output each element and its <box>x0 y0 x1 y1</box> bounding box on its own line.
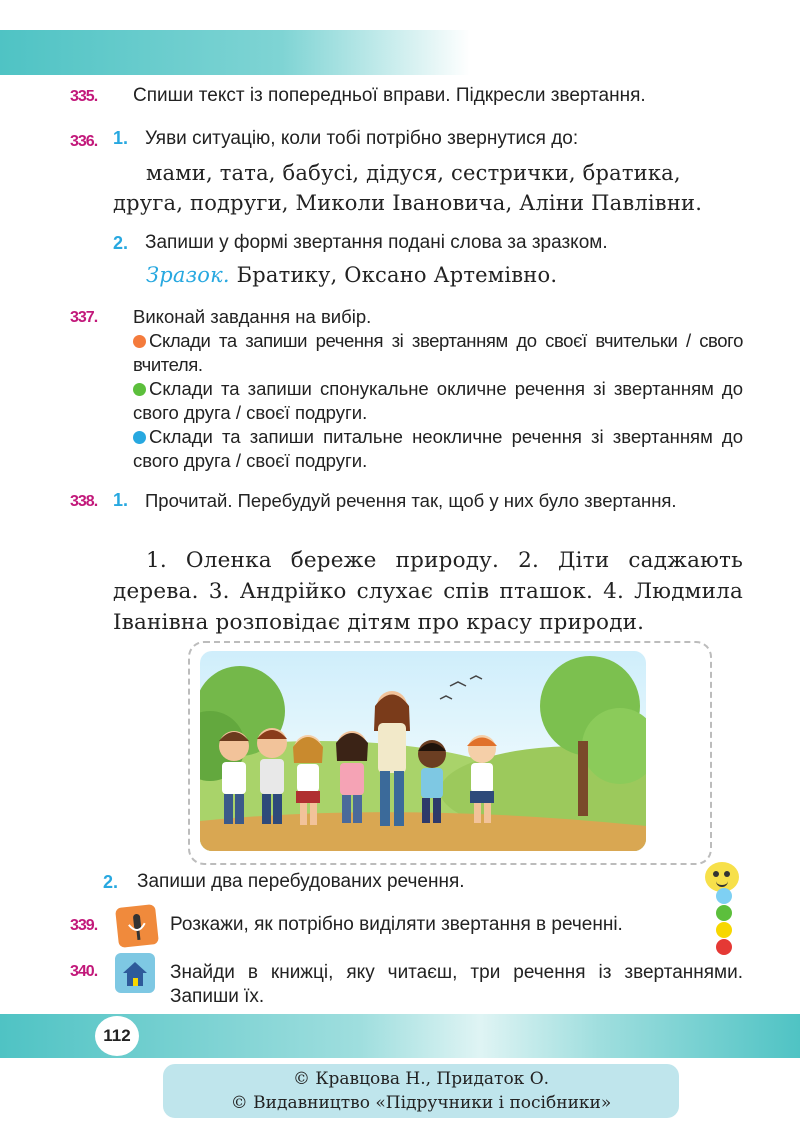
light-blue-dot <box>716 888 732 904</box>
illustration-frame <box>188 641 712 865</box>
exercise-335-text: Спиши текст із попередньої вправи. Підкресли звертання. <box>133 85 646 106</box>
copyright-box <box>163 1064 679 1118</box>
yellow-dot <box>716 922 732 938</box>
green-dot-icon <box>133 383 146 396</box>
subtask-number: 1. <box>113 128 129 148</box>
park-scene-image <box>200 651 646 851</box>
sample-label: Зразок. <box>146 263 230 287</box>
exercise-337-intro: Виконай завдання на вибір. <box>133 306 372 327</box>
subtask-number: 1. <box>113 490 129 510</box>
children-with-teacher-illustration <box>200 651 646 851</box>
sample-line <box>146 260 746 291</box>
orange-dot-icon <box>133 335 146 348</box>
exercise-number-337: 337. <box>70 309 98 326</box>
exercise-340-text: Знайди в книжці, яку читаєш, три речення із звертаннями. Запиши їх. <box>170 962 743 1007</box>
option-green <box>133 377 743 425</box>
exercise-number-339: 339. <box>70 917 98 934</box>
exercise-338-passage: 1. Оленка береже природу. 2. Діти саджають дерева. 3. Андрійко слухає спів пташок. 4. Людмила Іванівна розповідає дітям про красу природи. <box>113 548 743 635</box>
copyright-authors: © Кравцова Н., Придаток О. <box>292 1069 550 1089</box>
blue-dot-icon <box>133 431 146 444</box>
exercise-338-task1: Прочитай. Перебудуй речення так, щоб у них було звертання. <box>145 490 677 511</box>
house-homework-icon <box>115 953 155 993</box>
exercise-number-338: 338. <box>70 493 98 510</box>
exercise-336-task2: Запиши у формі звертання подані слова за зразком. <box>145 232 608 253</box>
exercise-number-336: 336. <box>70 133 98 150</box>
subtask-number: 2. <box>113 233 129 253</box>
option-text: Склади та запиши речення зі звертанням до своєї вчительки / свого вчителя. <box>133 330 743 375</box>
sample-text: Братику, Оксано Артемівно. <box>229 263 558 287</box>
option-blue <box>133 425 743 473</box>
option-text: Склади та запиши спонукальне окличне речення зі звертанням до свого друга / своєї подруги. <box>133 378 743 423</box>
exercise-336-task1: Уяви ситуацію, коли тобі потрібно звернутися до: <box>145 128 579 149</box>
exercise-number-340: 340. <box>70 963 98 980</box>
header-band <box>0 30 470 75</box>
exercise-337-block <box>133 305 743 473</box>
words-line-1: мами, тата, бабусі, дідуся, сестрички, братика, <box>146 161 681 185</box>
exercise-338-task2: Запиши два перебудованих речення. <box>137 871 465 892</box>
red-dot <box>716 939 732 955</box>
subtask-number: 2. <box>103 872 119 892</box>
page-number: 112 <box>95 1016 139 1056</box>
exercise-339-text: Розкажи, як потрібно виділяти звертання в реченні. <box>170 914 623 935</box>
green-dot <box>716 905 732 921</box>
copyright-publisher: © Видавництво «Підручники і посібники» <box>230 1093 612 1113</box>
option-orange <box>133 329 743 377</box>
exercise-number-335: 335. <box>70 88 98 105</box>
option-text: Склади та запиши питальне неокличне речення зі звертанням до свого друга / своєї подруги. <box>133 426 743 471</box>
microphone-speaking-icon <box>115 904 159 948</box>
words-line-2: друга, подруги, Миколи Івановича, Аліни Павлівни. <box>113 191 703 215</box>
